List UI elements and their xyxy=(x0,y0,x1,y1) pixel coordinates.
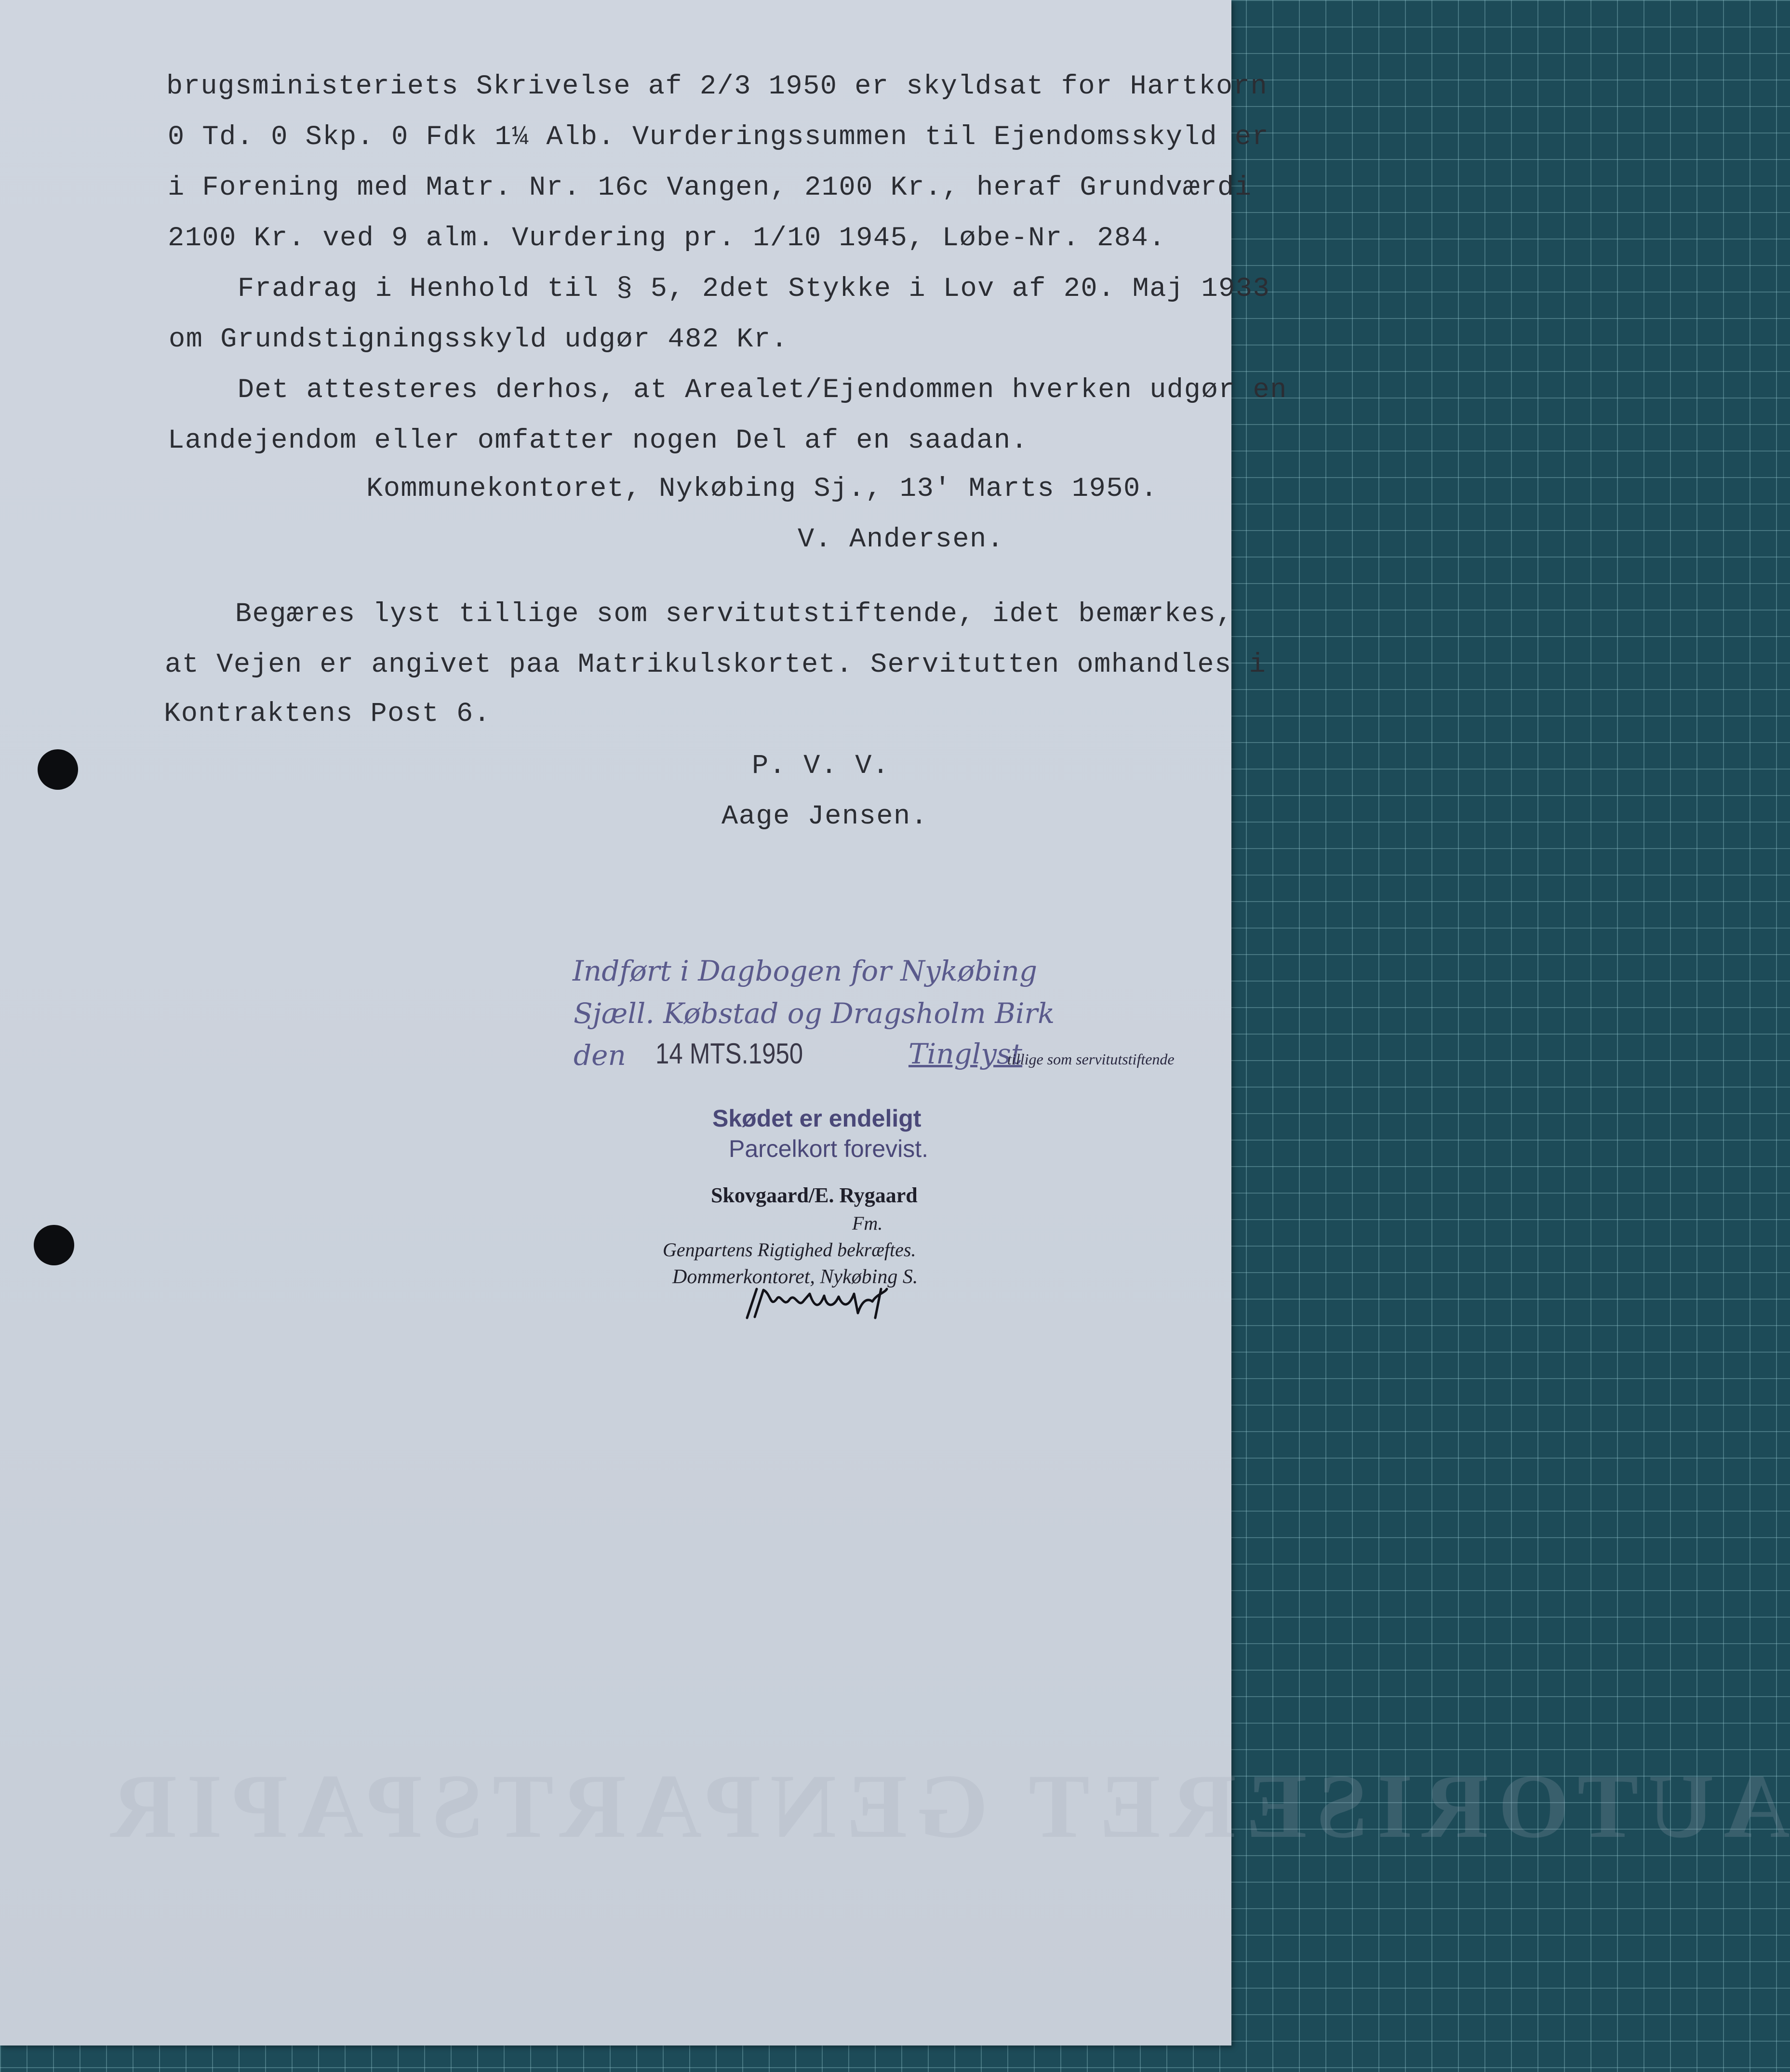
final-deed-stamp-line-1: Skødet er endeligt xyxy=(712,1105,922,1132)
registration-stamp-date: 14 MTS.1950 xyxy=(655,1037,803,1070)
handwritten-signature xyxy=(742,1279,901,1323)
typed-line-7: Det attesteres derhos, at Arealet/Ejendommen hverken udgør en xyxy=(169,375,1287,406)
punch-hole-top xyxy=(38,749,78,790)
registration-stamp-line-2: Sjæll. Købstad og Dragsholm Birk xyxy=(574,997,1055,1030)
typed-line-9: Kommunekontoret, Nykøbing Sj., 13' Marts 1950. xyxy=(366,474,1158,505)
typed-line-1: brugsministeriets Skrivelse af 2/3 1950 er skyldsat for Hartkorn xyxy=(166,71,1268,102)
registration-stamp-line-1: Indført i Dagbogen for Nykøbing xyxy=(573,955,1038,987)
registration-stamp-tinglyst: Tinglyst xyxy=(908,1037,1023,1070)
typed-line-14: P. V. V. xyxy=(752,751,890,782)
typed-line-13: Kontraktens Post 6. xyxy=(164,699,491,730)
registration-stamp-den: den xyxy=(574,1039,626,1072)
clerk-stamp-line-4: Dommerkontoret, Nykøbing S. xyxy=(672,1266,918,1288)
typed-line-15: Aage Jensen. xyxy=(721,801,928,832)
typed-line-5: Fradrag i Henhold til § 5, 2det Stykke i Lov af 20. Maj 1933 xyxy=(169,274,1270,305)
typed-line-3: i Forening med Matr. Nr. 16c Vangen, 2100 Kr., heraf Grundværdi xyxy=(168,173,1252,203)
typed-line-2: 0 Td. 0 Skp. 0 Fdk 1¼ Alb. Vurderingssummen til Ejendomsskyld er xyxy=(168,122,1269,153)
typed-line-10: V. Andersen. xyxy=(798,524,1004,555)
final-deed-stamp-line-2: Parcelkort forevist. xyxy=(729,1135,929,1162)
typed-line-11: Begæres lyst tillige som servitutstiftende, idet bemærkes, xyxy=(166,599,1233,630)
clerk-stamp-line-1: Skovgaard/E. Rygaard xyxy=(711,1183,918,1207)
typed-line-4: 2100 Kr. ved 9 alm. Vurdering pr. 1/10 1945, Løbe-Nr. 284. xyxy=(168,223,1166,254)
watermark-text: AUTORISERET GENPARTSPAPIR xyxy=(101,1756,1790,1857)
typed-line-12: at Vejen er angivet paa Matrikulskortet. Servitutten omhandles i xyxy=(165,650,1267,680)
registration-stamp-tinglyst-suffix: tillige som servitutstiftende xyxy=(1007,1050,1175,1068)
typed-line-6: om Grundstigningsskyld udgør 482 Kr. xyxy=(169,324,788,355)
typed-line-8: Landejendom eller omfatter nogen Del af en saadan. xyxy=(168,425,1029,456)
clerk-stamp-line-3: Genpartens Rigtighed bekræftes. xyxy=(663,1239,916,1261)
clerk-stamp-line-2: Fm. xyxy=(852,1212,883,1234)
punch-hole-bottom xyxy=(34,1225,74,1265)
